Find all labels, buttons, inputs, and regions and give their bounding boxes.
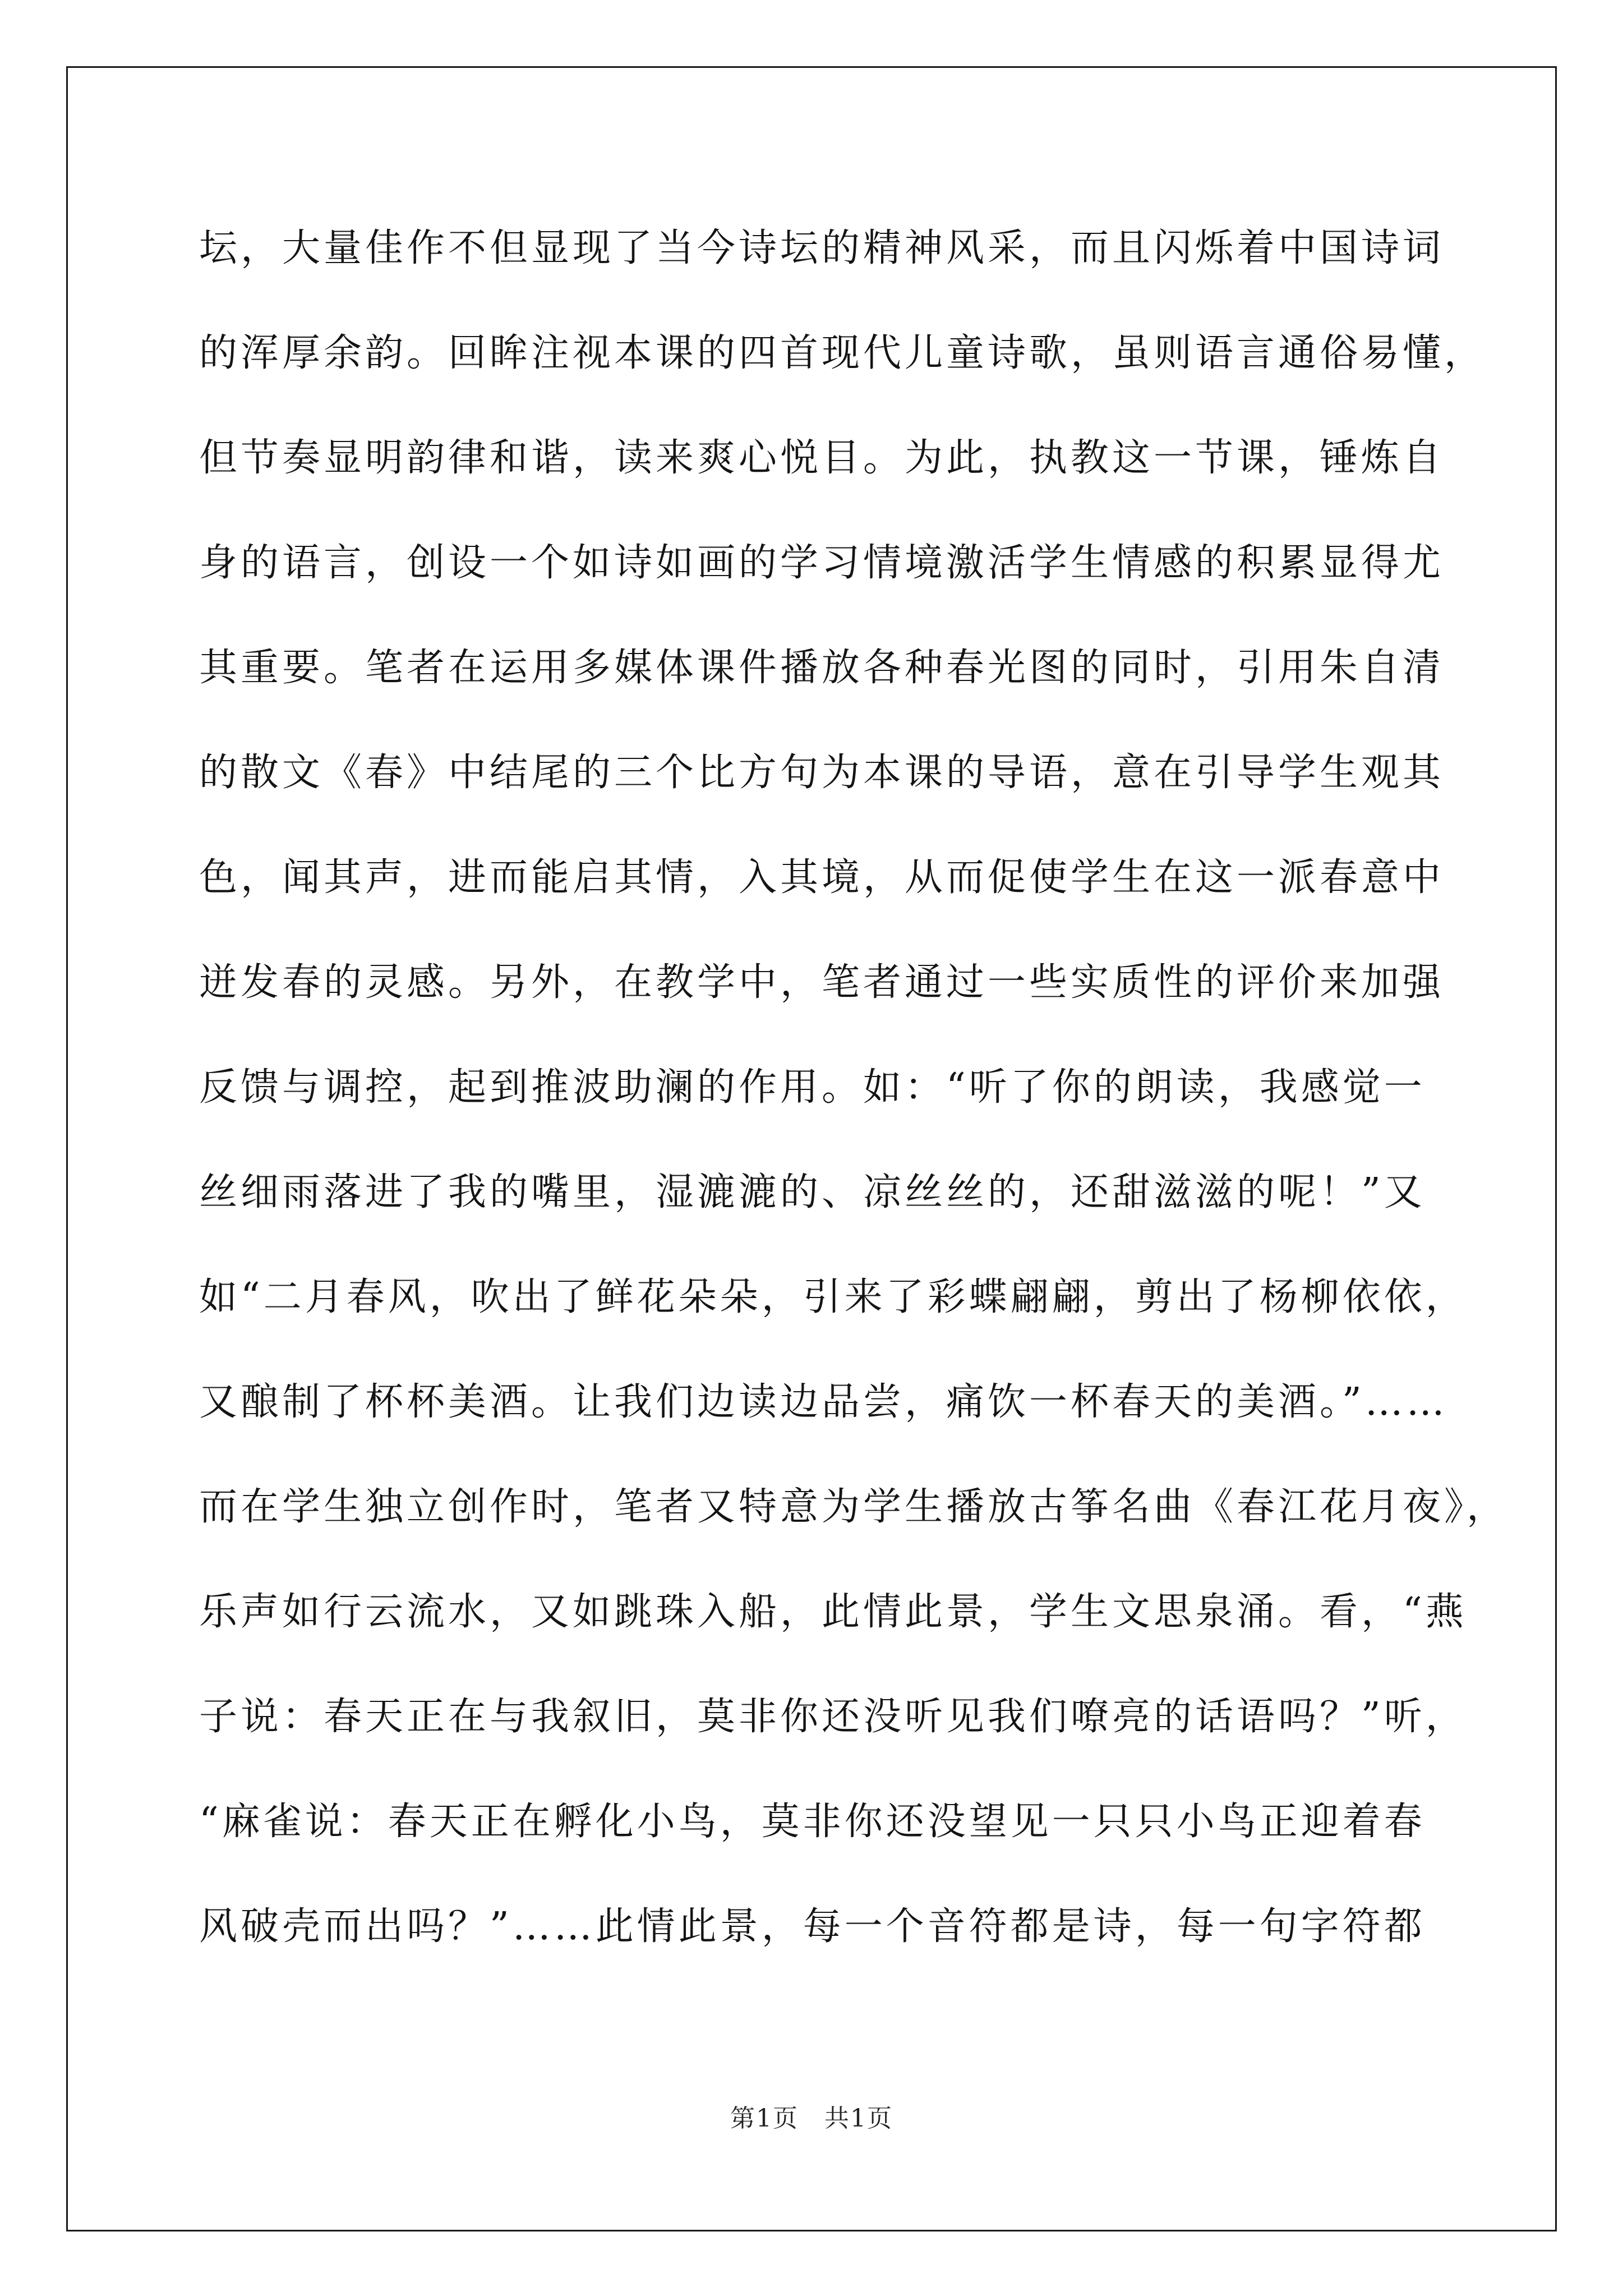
page-number: 第1页 共1页 [730,2104,893,2133]
text-line: “麻雀说：春天正在孵化小鸟，莫非你还没望见一只只小鸟正迎着春 [199,1800,1426,1844]
text-line: 乐声如行云流水，又如跳珠入船，此情此景，学生文思泉涌。看，“燕 [199,1590,1467,1634]
text-line: 的浑厚余韵。回眸注视本课的四首现代儿童诗歌，虽则语言通俗易懂， [199,331,1486,375]
text-line: 的散文《春》中结尾的三个比方句为本课的导语，意在引导学生观其 [199,751,1445,795]
text-line: 迸发春的灵感。另外，在教学中，笔者通过一些实质性的评价来加强 [199,960,1445,1005]
text-line: 风破壳而出吗？”……此情此景，每一个音符都是诗，每一句字符都 [199,1904,1426,1949]
text-line: 反馈与调控，起到推波助澜的作用。如：“听了你的朗读，我感觉一 [199,1065,1426,1110]
text-line: 丝细雨落进了我的嘴里，湿漉漉的、凉丝丝的，还甜滋滋的呢！”又 [199,1170,1426,1214]
text-line: 其重要。笔者在运用多媒体课件播放各种春光图的同时，引用朱自清 [199,646,1445,690]
text-line: 身的语言，创设一个如诗如画的学习情境激活学生情感的积累显得尤 [199,541,1445,585]
text-line: 又酿制了杯杯美酒。让我们边读边品尝，痛饮一杯春天的美酒。”…… [199,1380,1448,1424]
text-line: 坛，大量佳作不但显现了当今诗坛的精神风采，而且闪烁着中国诗词 [199,226,1445,270]
text-line: 而在学生独立创作时，笔者又特意为学生播放古筝名曲《春江花月夜》， [199,1485,1509,1529]
text-line: 子说：春天正在与我叙旧，莫非你还没听见我们嘹亮的话语吗？”听， [199,1695,1467,1739]
text-line: 但节奏显明韵律和谐，读来爽心悦目。为此，执教这一节课，锤炼自 [199,436,1445,480]
text-line: 色，闻其声，进而能启其情，入其境，从而促使学生在这一派春意中 [199,855,1445,900]
text-line: 如“二月春风，吹出了鲜花朵朵，引来了彩蝶翩翩，剪出了杨柳依依， [199,1275,1467,1319]
